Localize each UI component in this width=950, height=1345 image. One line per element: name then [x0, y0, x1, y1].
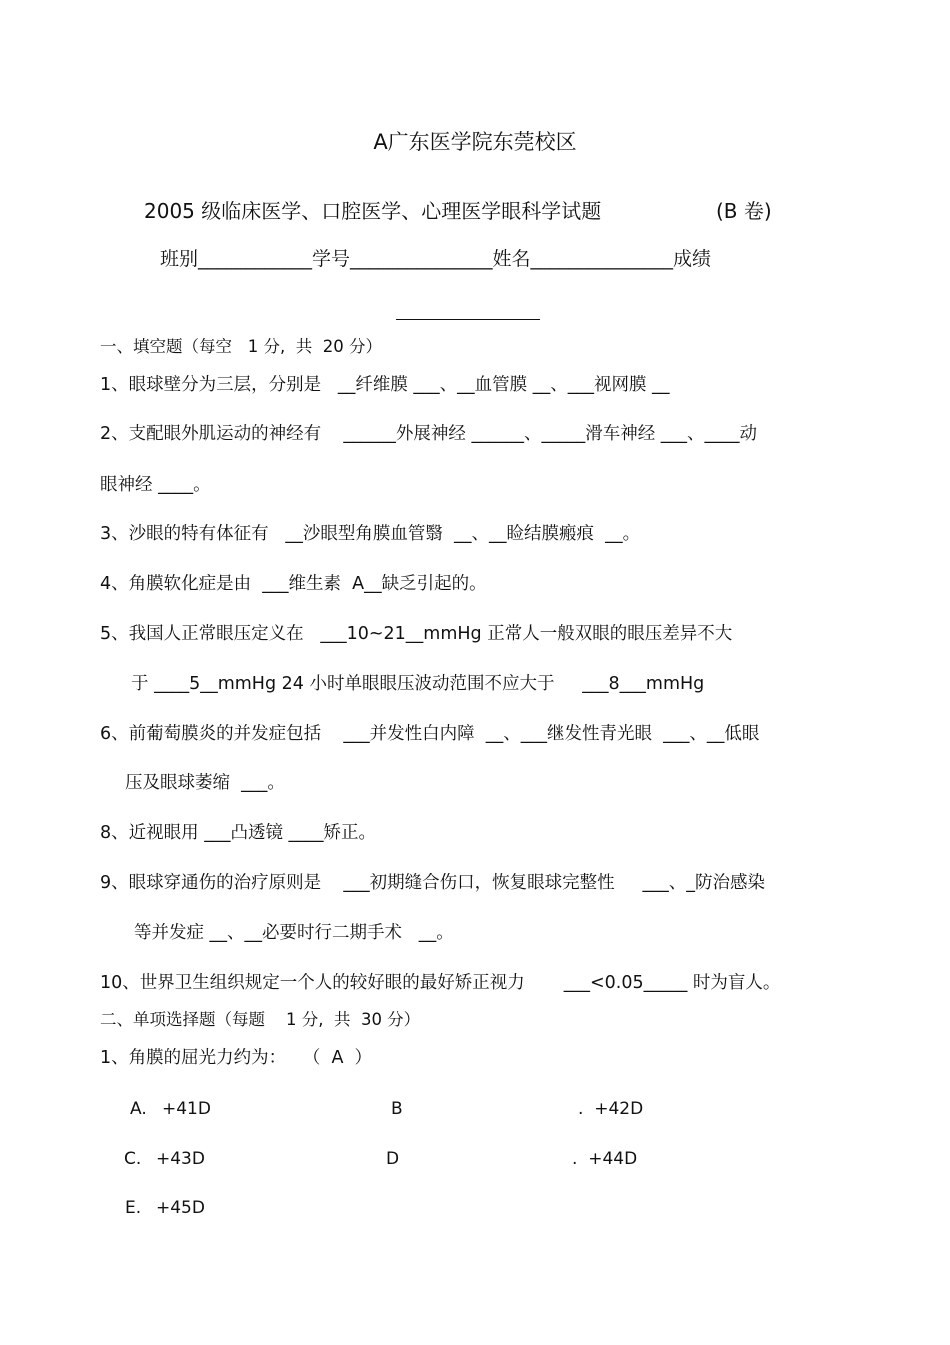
choice-question: 1、角膜的屈光力约为： （ A ） [100, 1048, 373, 1068]
option-e-value: +45D [156, 1198, 205, 1218]
exam-subtitle: 2005 级临床医学、口腔医学、心理医学眼科学试题 [144, 199, 602, 223]
section-1-heading: 一、填空题（每空 1 分, 共 20 分） [100, 337, 382, 356]
question-line: 等并发症 __、__必要时行二期手术 __。 [134, 923, 454, 943]
question-line: 9、眼球穿通伤的治疗原则是 ___初期缝合伤口，恢复眼球完整性 ___、_防治感染 [100, 873, 765, 893]
section-2-heading: 二、单项选择题（每题 1 分, 共 30 分） [100, 1010, 421, 1029]
question-line: 眼神经 ____。 [100, 475, 211, 495]
option-b-value: . +42D [578, 1099, 644, 1119]
score-blank-line [396, 319, 540, 320]
question-line: 10、世界卫生组织规定一个人的较好眼的最好矫正视力 ___<0.05_____ 时为盲人。 [100, 973, 781, 993]
paper-version: (B 卷) [716, 199, 772, 223]
option-d-letter: D [386, 1149, 400, 1169]
option-c-letter: C. [124, 1149, 142, 1169]
question-line: 压及眼球萎缩 ___。 [125, 773, 285, 793]
option-d-value: . +44D [572, 1149, 638, 1169]
question-line: 3、沙眼的特有体征有 __沙眼型角膜血管翳 __、__睑结膜瘢痕 __。 [100, 524, 641, 544]
question-line: 5、我国人正常眼压定义在 ___10~21__mmHg 正常人一般双眼的眼压差异不大 [100, 624, 733, 644]
option-a-letter: A. [130, 1099, 147, 1119]
question-line: 8、近视眼用 ___凸透镜 ____矫正。 [100, 823, 377, 843]
option-b-letter: B [391, 1099, 403, 1119]
question-line: 4、角膜软化症是由 ___维生素 A__缺乏引起的。 [100, 574, 487, 594]
question-line: 2、支配眼外肌运动的神经有 ______外展神经 ______、_____滑车神经 ___、____动 [100, 424, 758, 444]
option-a-value: +41D [162, 1099, 211, 1119]
student-info-line: 班别____________学号_______________姓名_______________成绩 [160, 248, 712, 270]
option-e-letter: E. [125, 1198, 142, 1218]
question-line: 1、眼球壁分为三层，分别是 __纤维膜 ___、__血管膜 __、___视网膜 __ [100, 375, 670, 395]
question-line: 于 ____5__mmHg 24 小时单眼眼压波动范围不应大于 ___8___mmHg [131, 674, 705, 694]
option-c-value: +43D [156, 1149, 205, 1169]
school-title: A广东医学院东莞校区 [373, 130, 577, 154]
question-line: 6、前葡萄膜炎的并发症包括 ___并发性白内障 __、___继发性青光眼 ___、__低眼 [100, 724, 760, 744]
